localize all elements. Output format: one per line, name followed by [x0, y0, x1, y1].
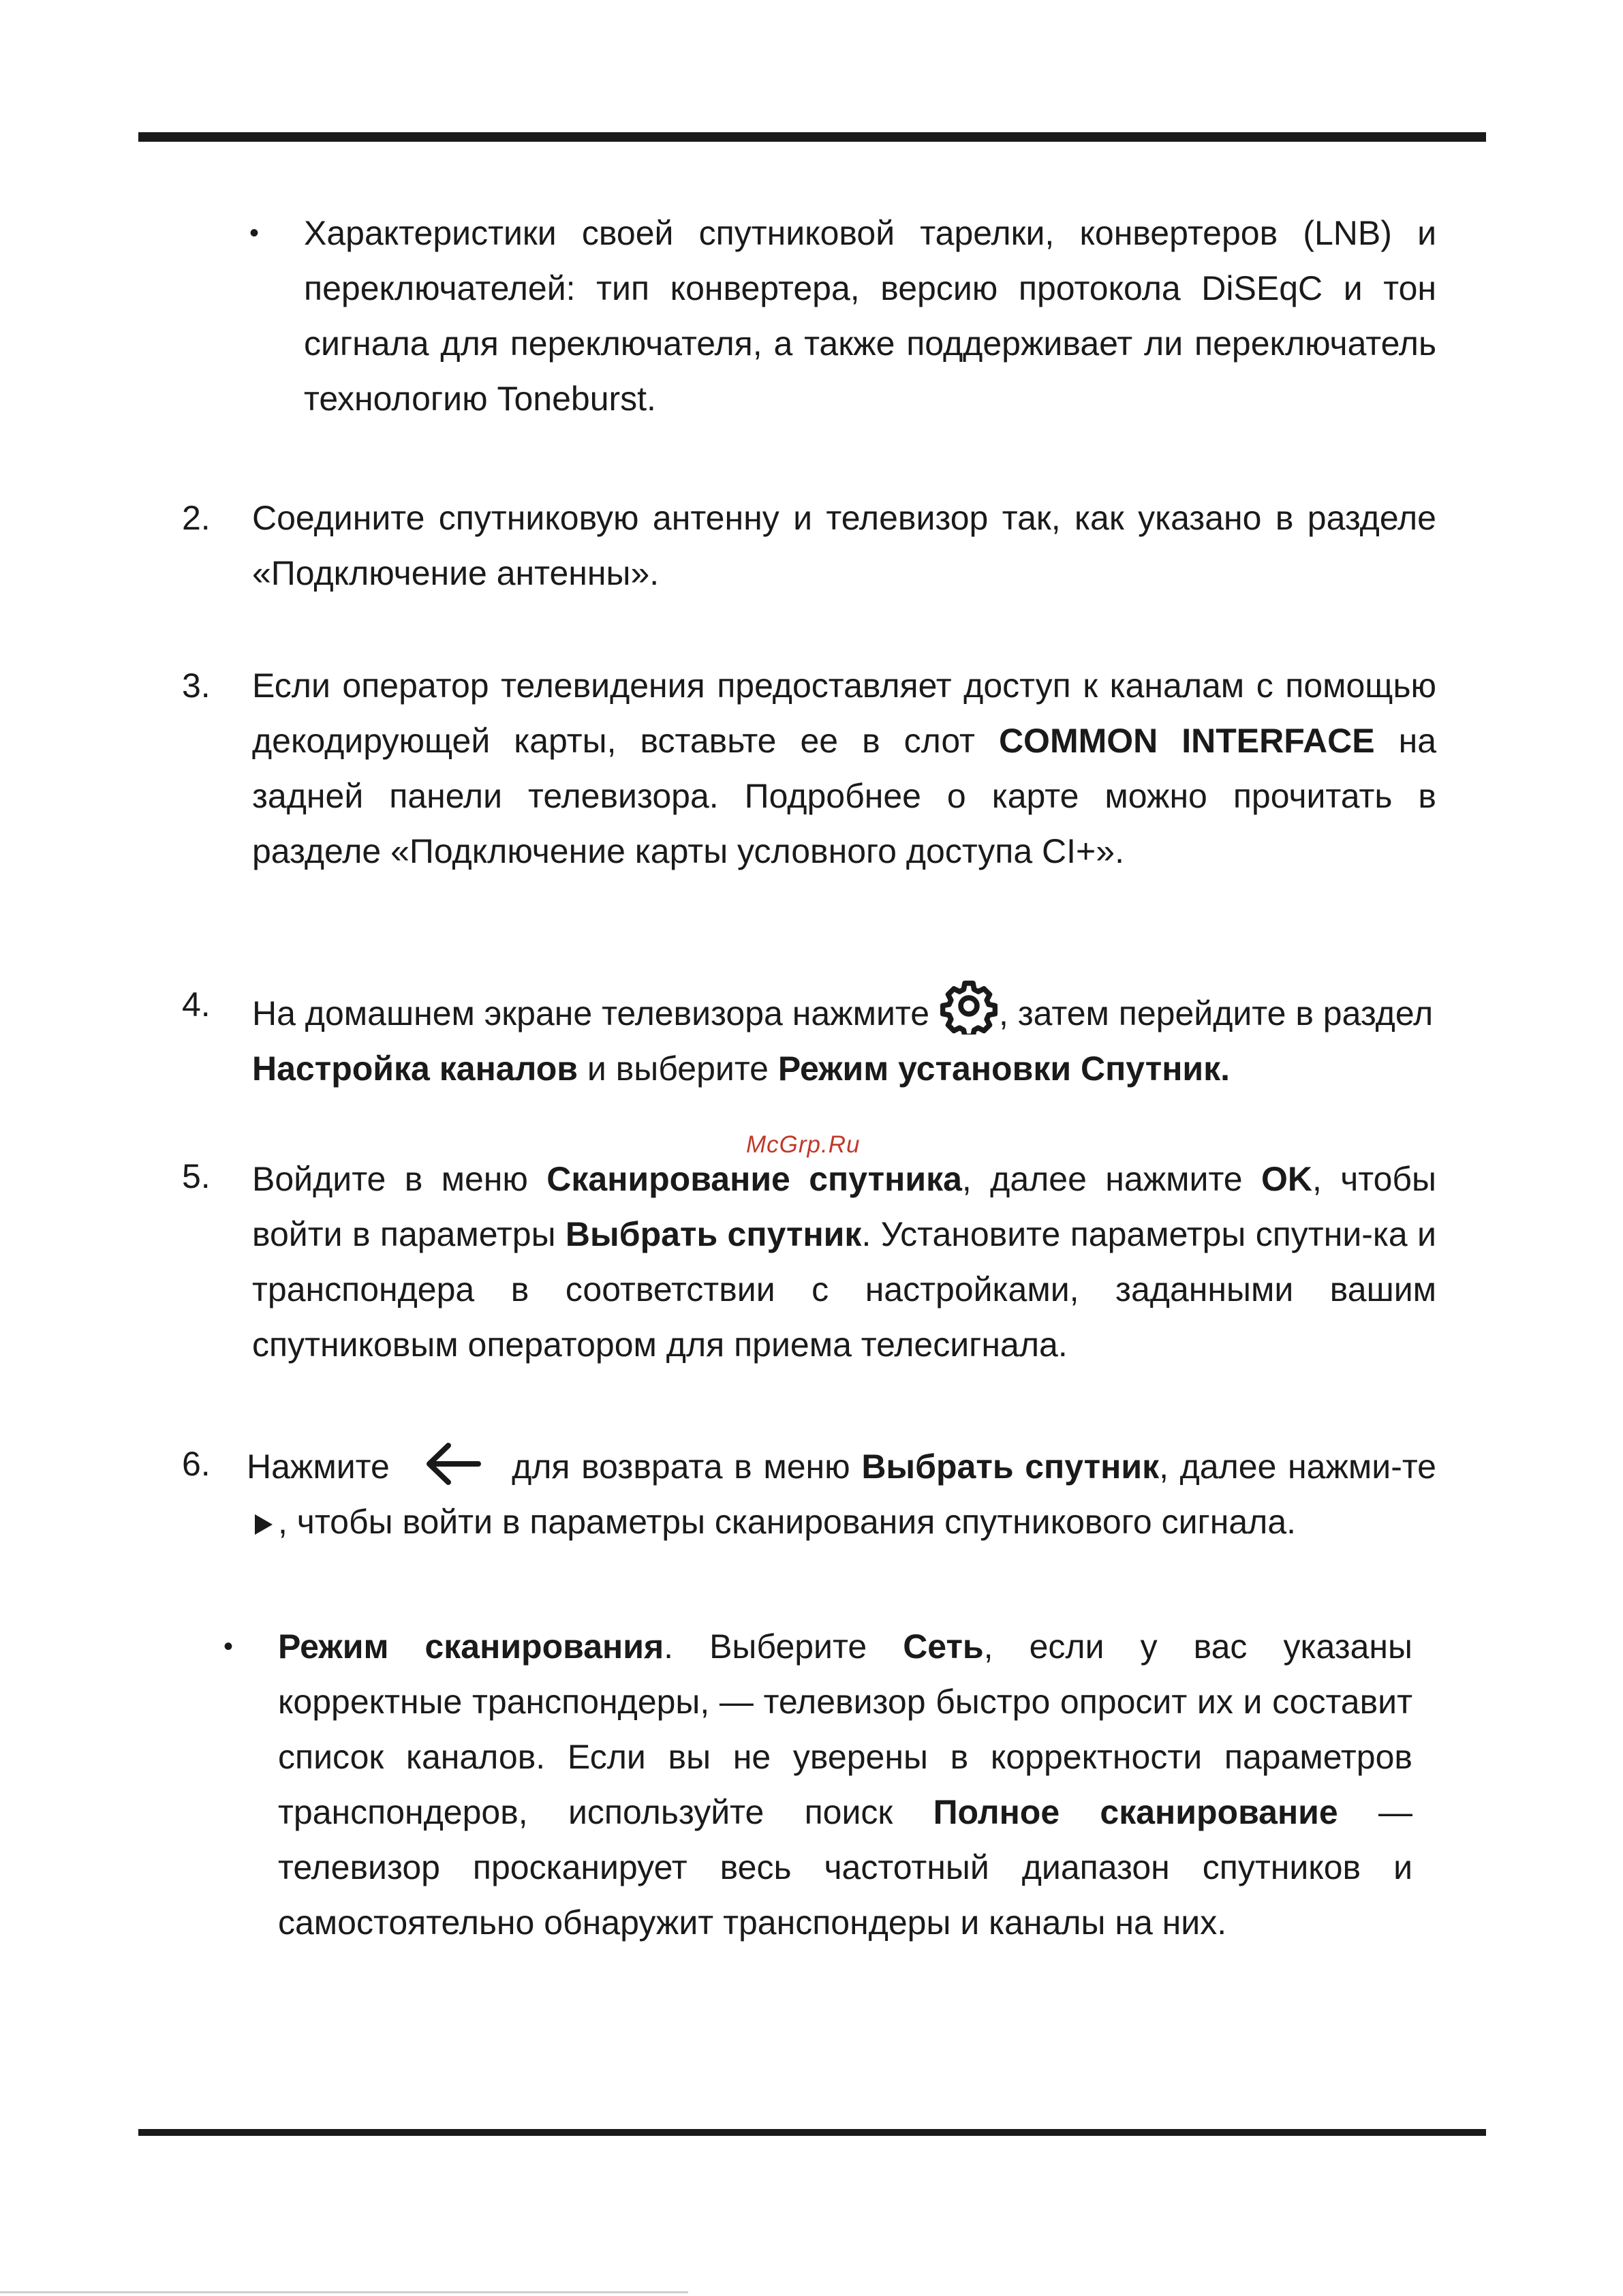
- step-number: 4.: [182, 985, 211, 1024]
- common-interface-label: COMMON INTERFACE: [998, 722, 1375, 760]
- bottom-rule: [138, 2129, 1486, 2136]
- footer-line: [0, 2291, 688, 2293]
- play-right-icon: [252, 1513, 274, 1536]
- select-satellite-label: Выбрать спутник: [565, 1215, 862, 1253]
- network-label: Сеть: [903, 1627, 984, 1666]
- bullet-text: Характеристики своей спутниковой тарелки, конвертеров (LNB) и переключателей: тип конвертера, версию протокола DiSEqC и тон сигнала для переключателя, а также поддерживает ли переключатель технологию Toneburst.: [304, 214, 1436, 418]
- step-4-text: На домашнем экране телевизора нажмите , затем перейдите в раздел Настройка каналов и выберите Режим установки Спутник.: [252, 977, 1450, 1097]
- satellite-scan-label: Сканирование спутника: [546, 1160, 962, 1198]
- bullet-item-scan-mode: Режим сканирования. Выберите Сеть, если у вас указаны корректные транспондеры, — телевизор быстро опросит их и составит список каналов. Если вы не уверены в корректности параметров транспондеров, используйте поиск Полное сканирование — телевизор просканирует весь частотный диапазон спутников и самостоятельно обнаружит транспондеры и каналы на них.: [278, 1627, 1412, 1942]
- step-3-text: Если оператор телевидения предоставляет доступ к каналам с помощью декодирующей карты, вставьте ее в слот COMMON INTERFACE на задней панели телевизора. Подробнее о карте можно прочитать в разделе «Подключение карты условного доступа CI+».: [252, 667, 1436, 870]
- step-number: 3.: [182, 667, 211, 705]
- bullet-item-lnb: [304, 206, 1436, 427]
- ok-label: OK: [1261, 1160, 1312, 1198]
- step-5-text: Войдите в меню Сканирование спутника, далее нажмите OK, чтобы войти в параметры Выбрать спутник. Установите параметры спутни-ка и транспондера в соответствии с настройками, заданными вашим спутниковым оператором для приема телесигнала.: [252, 1160, 1436, 1364]
- select-satellite-label: Выбрать спутник: [861, 1448, 1160, 1486]
- bullet-marker: •: [249, 218, 260, 248]
- channel-settings-label: Настройка каналов: [252, 1050, 578, 1088]
- step-number: 5.: [182, 1157, 211, 1195]
- step-number: 6.: [182, 1445, 211, 1483]
- bullet-marker: •: [223, 1632, 234, 1662]
- gear-icon: [940, 977, 998, 1035]
- top-rule: [138, 132, 1486, 142]
- step-2-text: Соедините спутниковую антенну и телевизор так, как указано в разделе «Подключение антенны».: [252, 499, 1436, 592]
- step-number: 2.: [182, 499, 211, 537]
- full-scan-label: Полное сканирование: [933, 1793, 1338, 1831]
- step-6-text: Нажмите для возврата в меню Выбрать спутник, далее нажми-те , чтобы войти в параметры сканирования спутникового сигнала.: [247, 1439, 1436, 1550]
- scan-mode-label: Режим сканирования: [278, 1627, 664, 1666]
- satellite-mode-label: Режим установки Спутник.: [777, 1050, 1231, 1088]
- arrow-left-icon: [421, 1440, 482, 1488]
- watermark: McGrp.Ru: [746, 1131, 861, 1158]
